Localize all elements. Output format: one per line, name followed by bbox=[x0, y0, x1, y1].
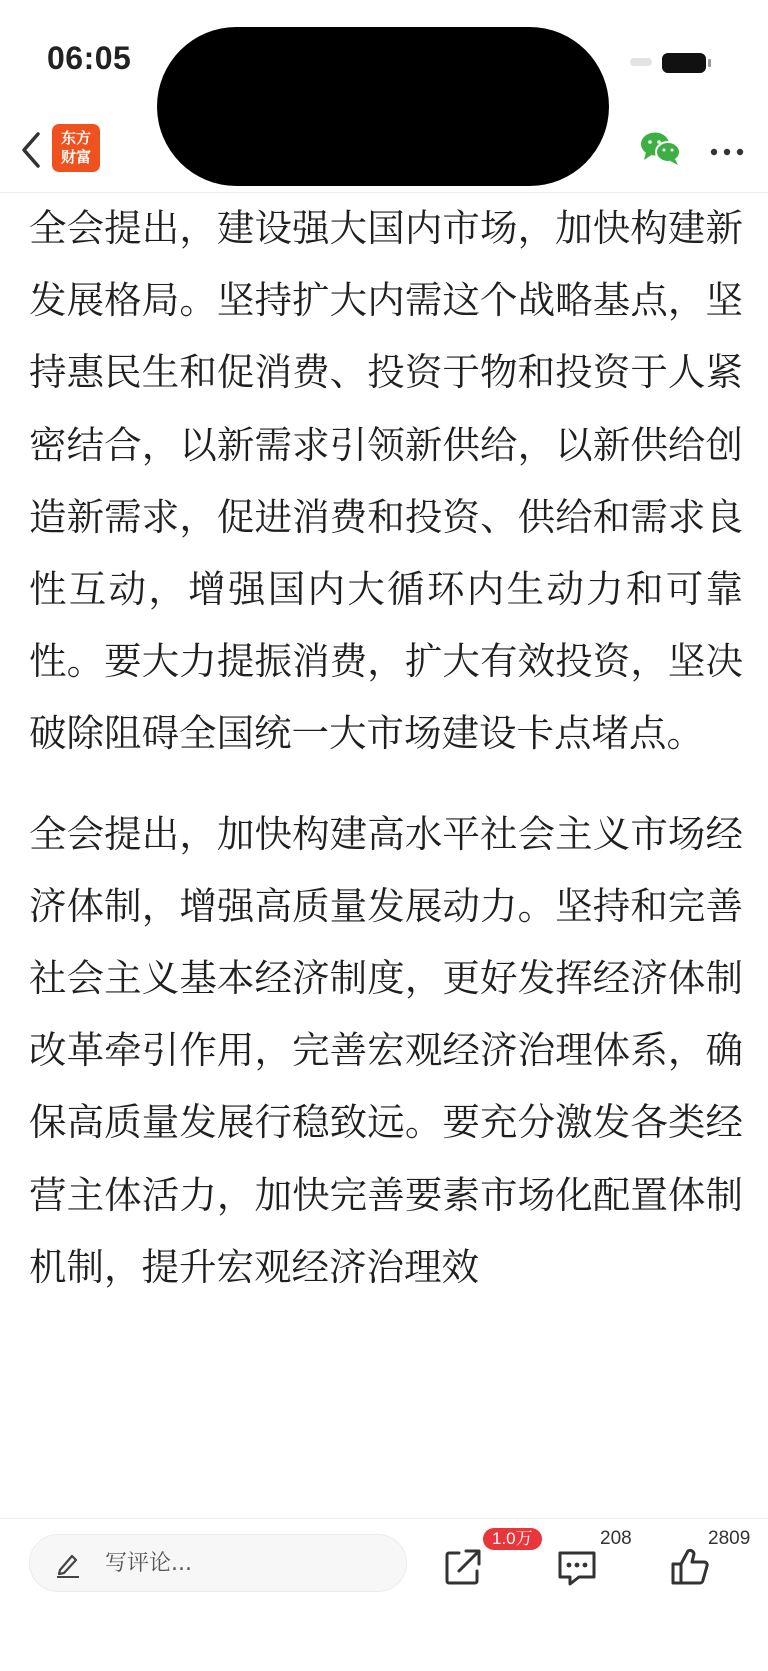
logo-line-1: 东方 bbox=[60, 129, 91, 147]
comment-input[interactable] bbox=[29, 1534, 407, 1592]
like-count: 2809 bbox=[708, 1528, 751, 1549]
wechat-icon[interactable] bbox=[640, 130, 682, 166]
pencil-icon bbox=[54, 1550, 82, 1578]
status-time: 06:05 bbox=[47, 40, 132, 76]
article-body bbox=[29, 192, 743, 1518]
comment-count: 208 bbox=[600, 1528, 632, 1549]
battery-icon bbox=[662, 53, 706, 73]
signal-icon bbox=[630, 58, 652, 66]
thumbs-up-icon[interactable] bbox=[668, 1545, 712, 1589]
comment-icon[interactable] bbox=[555, 1545, 599, 1589]
more-icon[interactable] bbox=[710, 148, 744, 156]
article-paragraph: 全会提出，加快构建高水平社会主义市场经济体制，增强高质量发展动力。坚持和完善社会主义基本经济制度，更好发挥经济体制改革牵引作用，完善宏观经济治理体系，确保高质量发展行稳致远。要充分激发各类经营主体活力，加快完善要素市场化配置体制机制，提升宏观经济治理效 bbox=[29, 811, 743, 1289]
app-logo[interactable] bbox=[52, 124, 100, 172]
logo-line-2: 财富 bbox=[60, 148, 91, 166]
bottom-action-bar bbox=[0, 1518, 768, 1671]
share-count-badge: 1.0万 bbox=[483, 1528, 542, 1550]
dynamic-island bbox=[157, 27, 609, 186]
article-paragraph: 全会提出，建设强大国内市场，加快构建新发展格局。坚持扩大内需这个战略基点，坚持惠民生和促消费、投资于物和投资于人紧密结合，以新需求引领新供给，以新供给创造新需求，促进消费和投资、供给和需求良性互动，增强国内大循环内生动力和可靠性。要大力提振消费，扩大有效投资，坚决破除阻碍全国统一大市场建设卡点堵点。 bbox=[29, 206, 743, 756]
comment-placeholder: 写评论... bbox=[105, 1551, 192, 1576]
back-chevron-icon[interactable] bbox=[16, 130, 46, 170]
share-icon[interactable] bbox=[441, 1545, 485, 1589]
